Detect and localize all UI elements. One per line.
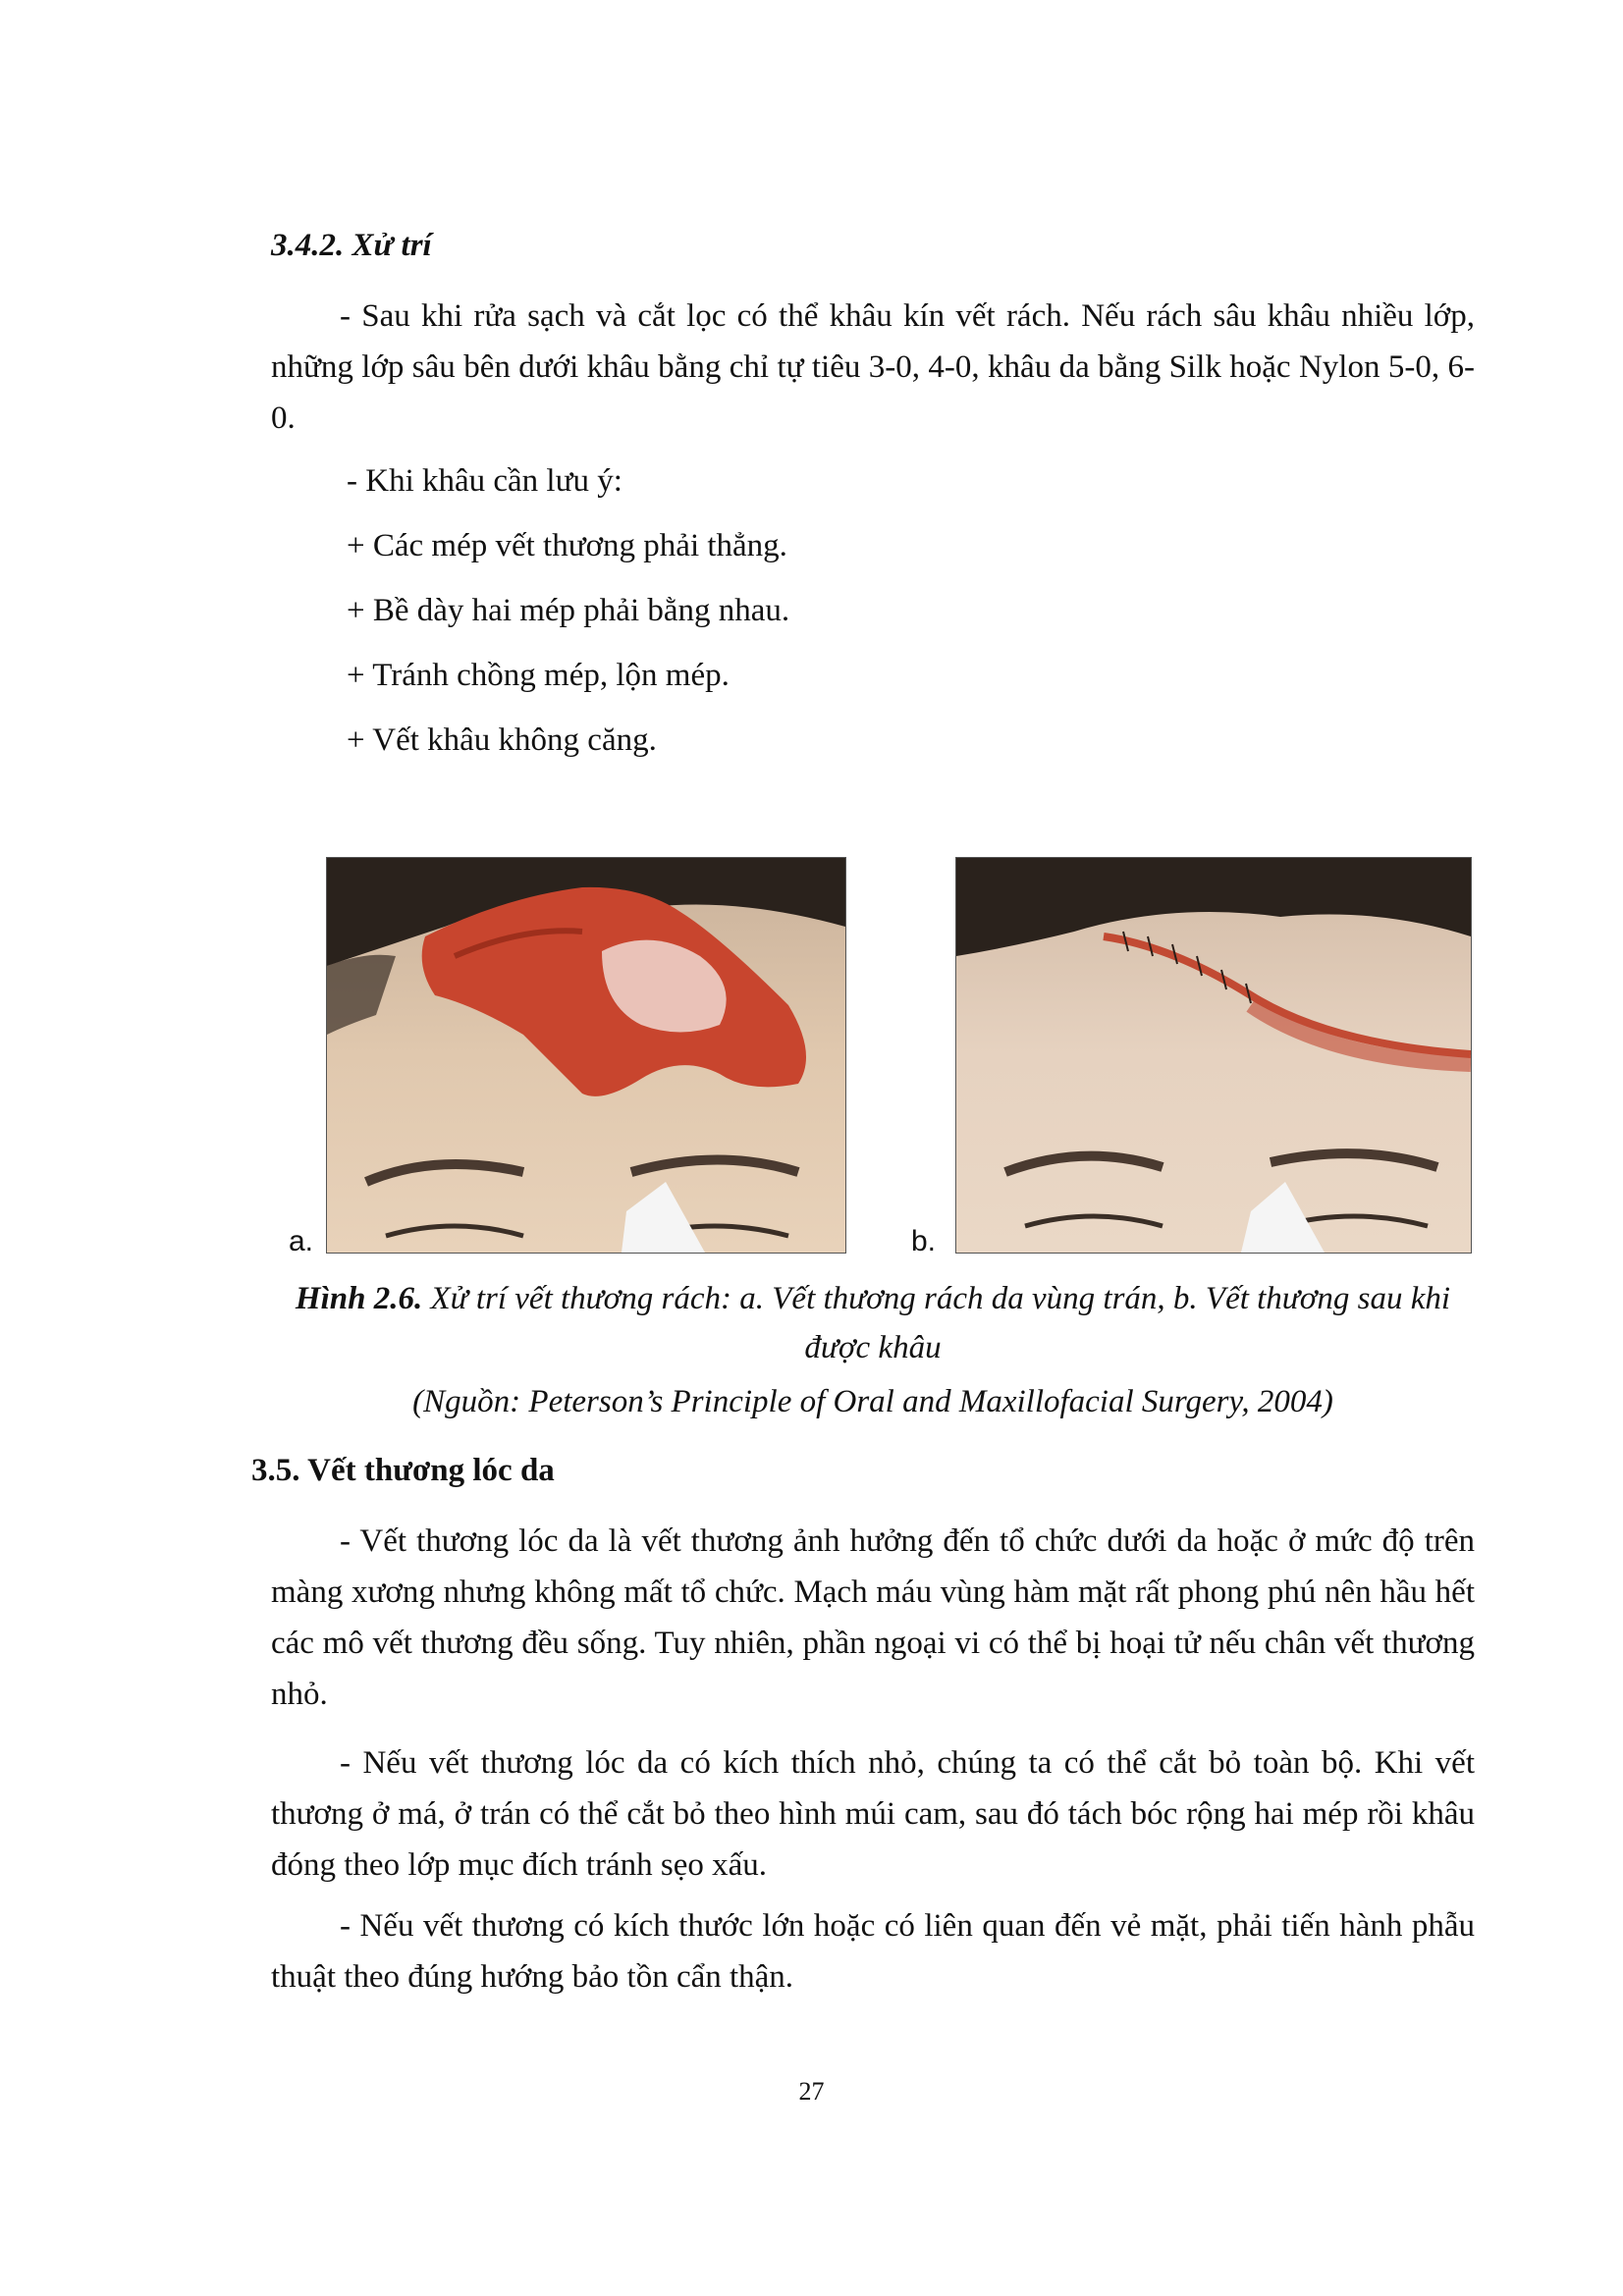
- paragraph-large-degloving: [271, 1900, 1475, 2002]
- list-item: + Bề dày hai mép phải bằng nhau.: [347, 593, 790, 628]
- section-heading-3-4-2: 3.4.2. Xử trí: [271, 228, 432, 263]
- figure-number: Hình 2.6.: [295, 1281, 423, 1316]
- paragraph-text: - Sau khi rửa sạch và cắt lọc có thể khâu kín vết rách. Nếu rách sâu khâu nhiều lớp, những lớp sâu bên dưới khâu bằng chỉ tự tiêu 3-0, 4-0, khâu da bằng Silk hoặc Nylon 5-0, 6-0.: [271, 298, 1475, 436]
- list-item: + Tránh chồng mép, lộn mép.: [347, 658, 730, 693]
- photo-label-b: b.: [911, 1225, 937, 1257]
- paragraph-degloving-definition: [271, 1516, 1475, 1720]
- list-item: + Vết khâu không căng.: [347, 722, 657, 758]
- figure-caption-text: Xử trí vết thương rách: a. Vết thương rách da vùng trán, b. Vết thương sau khi được khâu: [422, 1281, 1451, 1365]
- photo-forehead-laceration: [326, 857, 846, 1254]
- paragraph-text: - Nếu vết thương lóc da có kích thích nhỏ, chúng ta có thể cắt bỏ toàn bộ. Khi vết thương ở má, ở trán có thể cắt bỏ theo hình múi cam, sau đó tách bóc rộng hai mép rồi khâu đóng theo lớp mục đích tránh sẹo xấu.: [271, 1745, 1475, 1883]
- photo-sutured-wound-image: [956, 858, 1471, 1253]
- section-heading-3-5: 3.5. Vết thương lóc da: [251, 1453, 555, 1488]
- paragraph-suture-intro: [271, 291, 1475, 444]
- photo-label-a: a.: [289, 1225, 314, 1257]
- photo-sutured-wound: [955, 857, 1472, 1254]
- page-number: 27: [798, 2077, 825, 2106]
- paragraph-small-degloving: [271, 1737, 1475, 1891]
- paragraph-suture-notes: - Khi khâu cần lưu ý:: [347, 463, 622, 499]
- list-item: + Các mép vết thương phải thẳng.: [347, 528, 787, 563]
- figure-source: (Nguồn: Peterson’s Principle of Oral and Maxillofacial Surgery, 2004): [412, 1384, 1333, 1419]
- paragraph-text: - Vết thương lóc da là vết thương ảnh hưởng đến tổ chức dưới da hoặc ở mức độ trên màng xương nhưng không mất tổ chức. Mạch máu vùng hàm mặt rất phong phú nên hầu hết các mô vết thương đều sống. Tuy nhiên, phần ngoại vi có thể bị hoại tử nếu chân vết thương nhỏ.: [271, 1523, 1475, 1712]
- figure-caption: [271, 1274, 1475, 1372]
- paragraph-text: - Nếu vết thương có kích thước lớn hoặc có liên quan đến vẻ mặt, phải tiến hành phẫu thuật theo đúng hướng bảo tồn cẩn thận.: [271, 1908, 1475, 1995]
- photo-forehead-laceration-image: [327, 858, 845, 1253]
